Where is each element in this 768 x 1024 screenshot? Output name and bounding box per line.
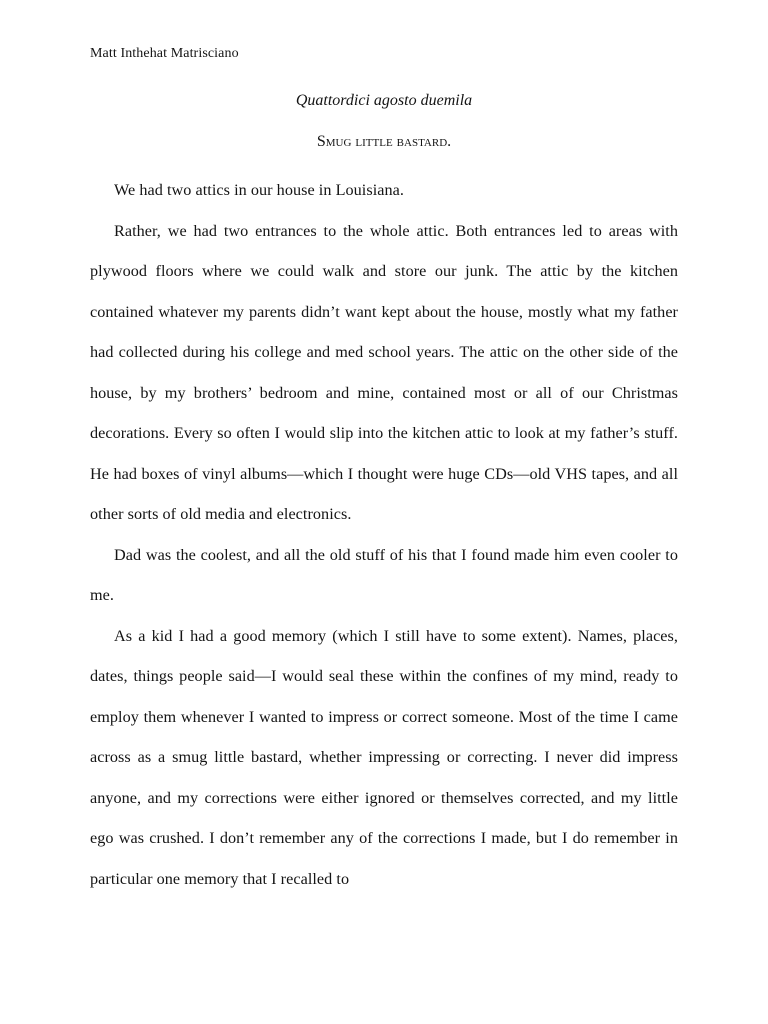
paragraph: As a kid I had a good memory (which I still have to some extent). Names, places, dates, things people said—I would seal these within the confines of my mind, ready to employ them whenever I wanted to impress or correct someone. Most of the time I came across as a smug little bastard, whether impressing or correcting. I never did impress anyone, and my corrections were either ignored or themselves corrected, and my little ego was crushed. I don’t remember any of the corrections I made, but I do remember in particular one memory that I recalled to [90,626,678,888]
paragraph: Rather, we had two entrances to the whole attic. Both entrances led to areas with plywood floors where we could walk and store our junk. The attic by the kitchen contained whatever my parents didn’t want kept about the house, mostly what my father had collected during his college and med school years. The attic on the other side of the house, by my brothers’ bedroom and mine, contained most or all of our Christmas decorations. Every so often I would slip into the kitchen attic to look at my father’s stuff. He had boxes of vinyl albums—which I thought were huge CDs—old VHS tapes, and all other sorts of old media and electronics. [90,221,678,523]
chapter-title: Smug little bastard. [316,133,452,150]
date-heading: Quattordici agosto duemila [295,92,473,109]
author-name: Matt Inthehat Matrisciano [90,46,239,61]
body-text [90,170,678,899]
paragraph: Dad was the coolest, and all the old stuff of his that I found made him even cooler to me. [90,545,678,604]
paragraph: We had two attics in our house in Louisiana. [114,181,404,199]
